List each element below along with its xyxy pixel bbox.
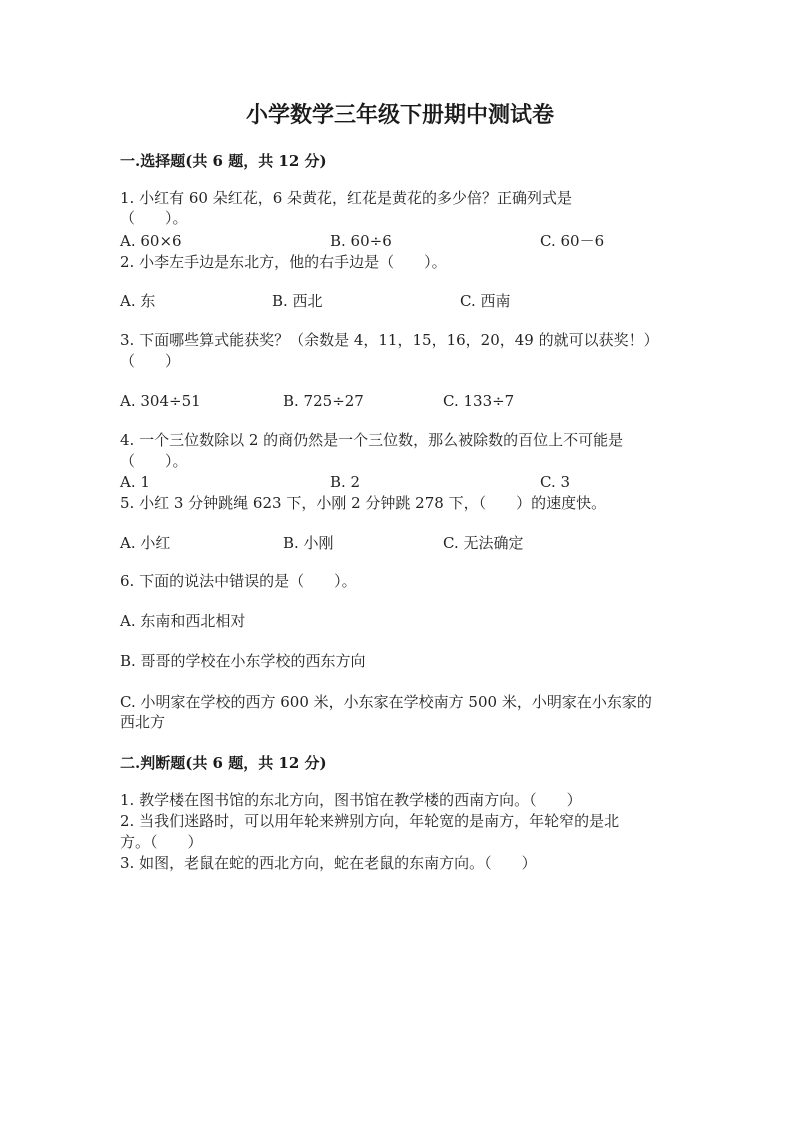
section-heading-choice: 一.选择题(共 6 题，共 12 分) <box>120 152 327 170</box>
question-5-option-c: C. 无法确定 <box>443 534 524 552</box>
question-3-option-a: A. 304÷51 <box>120 392 201 410</box>
question-4-option-a: A. 1 <box>120 473 150 491</box>
question-2-line-1: 2. 小李左手边是东北方，他的右手边是（ ）。 <box>120 253 447 271</box>
question-1-line-1: 1. 小红有 60 朵红花，6 朵黄花，红花是黄花的多少倍？正确列式是 <box>120 189 573 207</box>
question-1-option-c: C. 60－6 <box>540 232 605 250</box>
question-4-line-1: 4. 一个三位数除以 2 的商仍然是一个三位数，那么被除数的百位上不可能是 <box>120 431 624 449</box>
question-6-option-b: B. 哥哥的学校在小东学校的西东方向 <box>120 652 366 670</box>
judgement-3-line-1: 3. 如图，老鼠在蛇的西北方向，蛇在老鼠的东南方向。（ ） <box>120 854 537 872</box>
question-5-line-1: 5. 小红 3 分钟跳绳 623 下，小刚 2 分钟跳 278 下，（ ）的速度快。 <box>120 494 607 512</box>
judgement-1-line-1: 1. 教学楼在图书馆的东北方向，图书馆在教学楼的西南方向。（ ） <box>120 791 582 809</box>
question-1-line-2: （ ）。 <box>120 209 188 227</box>
section-heading-judgement: 二.判断题(共 6 题，共 12 分) <box>120 754 327 772</box>
question-2-option-c: C. 西南 <box>460 292 511 310</box>
question-6-option-c-line-2: 西北方 <box>120 713 166 731</box>
question-5-option-a: A. 小红 <box>120 534 171 552</box>
question-6-option-a: A. 东南和西北相对 <box>120 612 246 630</box>
question-6-option-c-line-1: C. 小明家在学校的西方 600 米，小东家在学校南方 500 米，小明家在小东家的 <box>120 693 652 711</box>
question-4-option-b: B. 2 <box>330 473 361 491</box>
judgement-2-line-2: 方。（ ） <box>120 833 203 851</box>
question-3-line-2: （ ） <box>120 352 181 370</box>
question-3-line-1: 3. 下面哪些算式能获奖？（余数是 4，11，15，16，20，49 的就可以获奖！） <box>120 331 659 349</box>
page-title: 小学数学三年级下册期中测试卷 <box>245 102 554 128</box>
judgement-2-line-1: 2. 当我们迷路时，可以用年轮来辨别方向，年轮宽的是南方，年轮窄的是北 <box>120 812 620 830</box>
question-4-option-c: C. 3 <box>540 473 571 491</box>
question-3-option-c: C. 133÷7 <box>443 392 515 410</box>
question-6-line-1: 6. 下面的说法中错误的是（ ）。 <box>120 572 357 590</box>
question-1-option-b: B. 60÷6 <box>330 232 392 250</box>
question-1-option-a: A. 60×6 <box>120 232 182 250</box>
question-3-option-b: B. 725÷27 <box>283 392 364 410</box>
question-5-option-b: B. 小刚 <box>283 534 334 552</box>
question-4-line-2: （ ）。 <box>120 452 188 470</box>
question-2-option-b: B. 西北 <box>272 292 323 310</box>
question-2-option-a: A. 东 <box>120 292 156 310</box>
